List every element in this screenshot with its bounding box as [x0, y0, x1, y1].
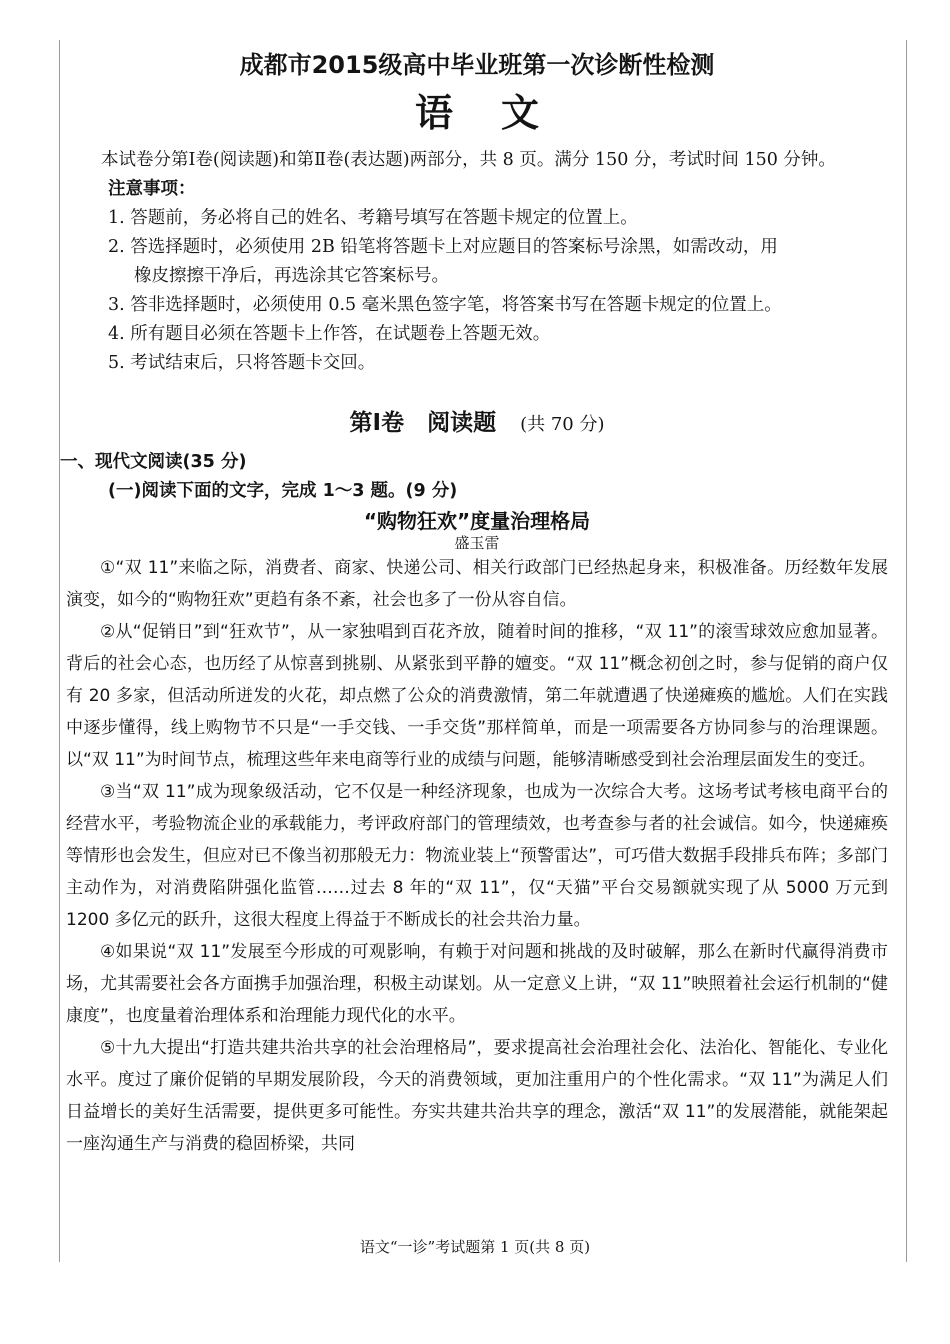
note-item-4: 4. 所有题目必须在答题卡上作答，在试题卷上答题无效。: [108, 324, 551, 344]
note-item-2-line1: 2. 答选择题时，必须使用 2B 铅笔将答题卡上对应题目的答案标号涂黑，如需改动，用: [108, 237, 778, 257]
subsection-heading: (一)阅读下面的文字，完成 1～3 题。(9 分): [108, 481, 458, 501]
page-footer: 语文“一诊”考试题第 1 页(共 8 页): [359, 1238, 591, 1256]
left-margin-line: [59, 40, 60, 1262]
note-item-3: 3. 答非选择题时，必须使用 0.5 毫米黑色签字笔，将答案书写在答题卡规定的位置上。: [108, 295, 782, 315]
right-margin-line: [906, 40, 907, 1262]
part-one-name: 第Ⅰ卷 阅读题: [349, 410, 497, 436]
article-paragraph-2: ②从“促销日”到“狂欢节”，从一家独唱到百花齐放，随着时间的推移，“双 11”的滚雪球效应愈加显著。背后的社会心态，也历经了从惊喜到挑剔、从紧张到平静的嬗变。“双 11”概念初创之时，参与促销的商户仅有 20 多家，但活动所迸发的火花，却点燃了公众的消费激情，第二年就遭遇了快递瘫痪的尴尬。人们在实践中逐步懂得，线上购物节不只是“一手交钱、一手交货”那样简单，而是一项需要各方协同参与的治理课题。以“双 11”为时间节点，梳理这些年来电商等行业的成绩与问题，能够清晰感受到社会治理层面发生的变迁。: [66, 622, 888, 770]
article-title: “购物狂欢”度量治理格局: [363, 509, 591, 533]
article-paragraph-1: ①“双 11”来临之际，消费者、商家、快递公司、相关行政部门已经热起身来，积极准备。历经数年发展演变，如今的“购物狂欢”更趋有条不紊，社会也多了一份从容自信。: [66, 558, 888, 610]
note-item-2: [108, 233, 888, 291]
part-one-title: [66, 404, 888, 444]
note-item-1: 1. 答题前，务必将自己的姓名、考籍号填写在答题卡规定的位置上。: [108, 208, 638, 228]
article-paragraph-3: ③当“双 11”成为现象级活动，它不仅是一种经济现象，也成为一次综合大考。这场考试考核电商平台的经营水平，考验物流企业的承载能力，考评政府部门的管理绩效，也考查参与者的社会诚信。如今，快递瘫痪等情形也会发生，但应对已不像当初那般无力：物流业装上“预警雷达”，可巧借大数据手段排兵布阵；多部门主动作为，对消费陷阱强化监管……过去 8 年的“双 11”，仅“天猫”平台交易额就实现了从 5000 万元到 1200 多亿元的跃升，这很大程度上得益于不断成长的社会共治力量。: [66, 782, 888, 930]
note-item-5: 5. 考试结束后，只将答题卡交回。: [108, 353, 376, 373]
exam-title: 成都市2015级高中毕业班第一次诊断性检测: [239, 51, 715, 79]
notes-heading: 注意事项：: [108, 179, 196, 199]
subject-title: 语文: [414, 91, 587, 135]
part-one-points: (共 70 分): [520, 414, 605, 435]
article-author: 盛玉雷: [454, 534, 500, 552]
intro-paragraph: 本试卷分第Ⅰ卷(阅读题)和第Ⅱ卷(表达题)两部分，共 8 页。满分 150 分，考试时间 150 分钟。: [101, 150, 836, 170]
page-content: [60, 48, 888, 1160]
article-paragraph-5: ⑤十九大提出“打造共建共治共享的社会治理格局”，要求提高社会治理社会化、法治化、智能化、专业化水平。度过了廉价促销的早期发展阶段，今天的消费领域，更加注重用户的个性化需求。“双 11”为满足人们日益增长的美好生活需要，提供更多可能性。夯实共建共治共享的理念，激活“双 11”的发展潜能，就能架起一座沟通生产与消费的稳固桥梁，共同: [66, 1038, 888, 1154]
note-item-2-line2: 橡皮擦擦干净后，再选涂其它答案标号。: [134, 266, 449, 286]
article-paragraph-4: ④如果说“双 11”发展至今形成的可观影响，有赖于对问题和挑战的及时破解，那么在新时代赢得消费市场，尤其需要社会各方面携手加强治理，积极主动谋划。从一定意义上讲，“双 11”映照着社会运行机制的“健康度”，也度量着治理体系和治理能力现代化的水平。: [66, 942, 888, 1026]
section-heading: 一、现代文阅读(35 分): [60, 452, 247, 472]
